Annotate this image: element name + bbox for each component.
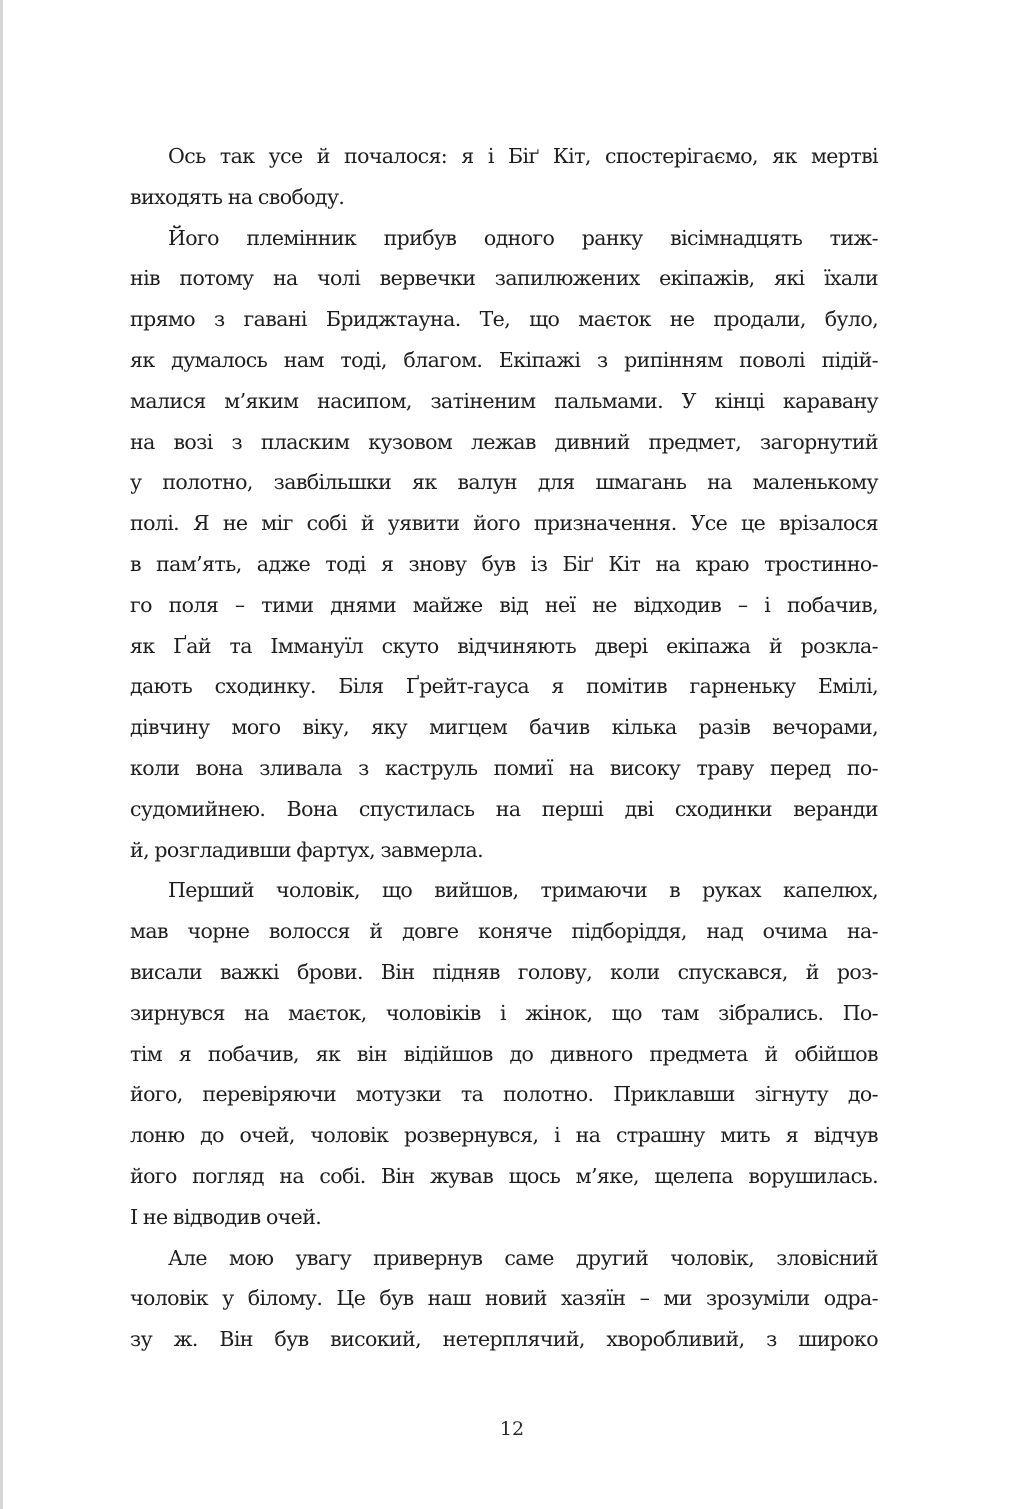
- text-line: як Ґай та Іммануїл скуто відчиняють двері екіпажа й розкла-: [130, 633, 878, 658]
- paragraph: [130, 1238, 878, 1360]
- text-line: судомийнею. Вона спустилась на перші дві сходинки веранди: [130, 796, 878, 821]
- body-text: [130, 136, 878, 1360]
- text-line: Ось так усе й почалося: я і Біґ Кіт, спостерігаємо, як мертві: [168, 144, 878, 168]
- text-line: І не відводив очей.: [130, 1204, 322, 1229]
- text-line: го поля – тими днями майже від неї не відходив – і побачив,: [130, 592, 878, 617]
- text-line: й, розгладивши фартух, завмерла.: [130, 837, 483, 862]
- paragraph: [130, 136, 878, 218]
- text-line: мав чорне волосся й довге коняче підборіддя, над очима на-: [130, 919, 878, 944]
- text-line: полі. Я не міг собі й уявити його призначення. Усе це врізалося: [130, 511, 878, 536]
- paragraph: [130, 870, 878, 1237]
- text-line: малися м’яким насипом, затіненим пальмами. У кінці каравану: [130, 388, 878, 413]
- text-line: його погляд на собі. Він жував щось м’яке, щелепа ворушилась.: [130, 1163, 878, 1188]
- text-line: дівчину мого віку, яку мигцем бачив кілька разів вечорами,: [130, 715, 878, 740]
- text-line: у полотно, завбільшки як валун для шмагань на маленькому: [130, 470, 878, 495]
- paragraph: [130, 218, 878, 871]
- text-line: зу ж. Він був високий, нетерплячий, хворобливий, з широко: [130, 1327, 878, 1352]
- text-line: Але мою увагу привернув саме другий чоловік, зловісний: [168, 1245, 878, 1270]
- text-line: зирнувся на маєток, чоловіків і жінок, що там зібрались. По-: [130, 1000, 878, 1025]
- text-line: Його племінник прибув одного ранку вісімнадцять тиж-: [168, 225, 878, 250]
- text-line: його, перевіряючи мотузки та полотно. Приклавши зігнуту до-: [130, 1082, 878, 1107]
- page-number: 12: [499, 1418, 525, 1440]
- text-line: коли вона зливала з каструль помиї на високу траву перед по-: [130, 755, 878, 780]
- text-line: на возі з пласким кузовом лежав дивний предмет, загорнутий: [130, 429, 878, 454]
- text-line: Перший чоловік, що вийшов, тримаючи в руках капелюх,: [168, 878, 878, 903]
- text-line: виходять на свободу.: [130, 184, 345, 209]
- text-line: дають сходинку. Біля Ґрейт-гауса я помітив гарненьку Емілі,: [130, 674, 878, 699]
- text-line: висали важкі брови. Він підняв голову, коли спускався, й роз-: [130, 959, 878, 984]
- text-line: чоловік у білому. Це був наш новий хазяїн – ми зрозуміли одра-: [130, 1286, 878, 1311]
- page-edge-border: [0, 0, 3, 1509]
- text-line: прямо з гавані Бриджтауна. Те, що маєток не продали, було,: [130, 307, 878, 332]
- text-line: тім я побачив, як він відійшов до дивного предмета й обійшов: [130, 1041, 878, 1066]
- text-line: лоню до очей, чоловік розвернувся, і на страшну мить я відчув: [130, 1123, 878, 1148]
- text-line: нів потому на чолі вервечки запилюжених екіпажів, які їхали: [130, 266, 878, 291]
- text-line: в пам’ять, адже тоді я знову був із Біґ Кіт на краю тростинно-: [130, 551, 878, 576]
- text-line: як думалось нам тоді, благом. Екіпажі з рипінням поволі підій-: [130, 347, 878, 372]
